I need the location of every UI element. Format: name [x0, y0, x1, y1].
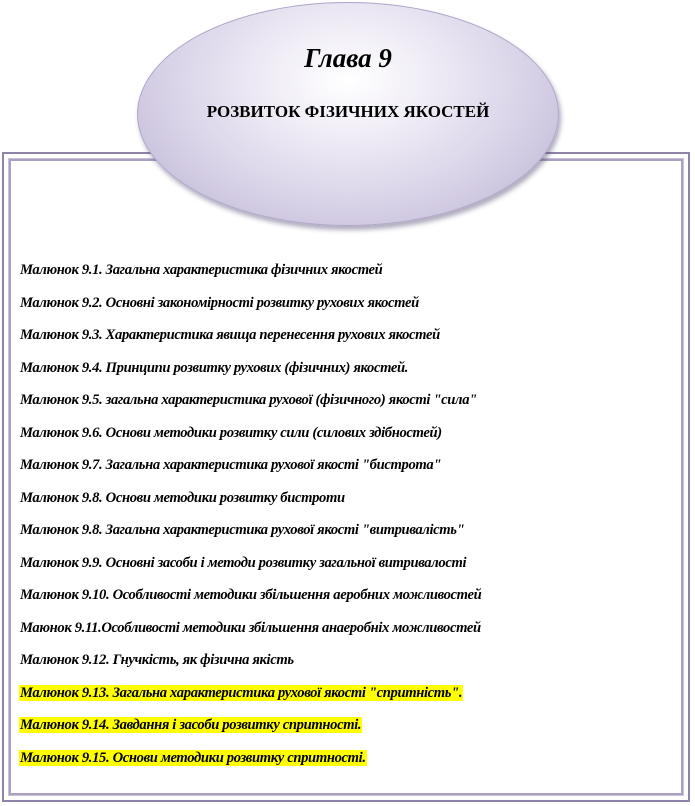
figure-list-item: [19, 259, 482, 292]
figure-list-item-text: Малюнок 9.3. Характеристика явища перенесення рухових якостей: [20, 327, 440, 343]
figure-list-item: [19, 519, 482, 552]
figure-list-item-text: Малюнок 9.5. загальна характеристика рухової (фізичного) якості "сила": [20, 392, 477, 408]
chapter-title: Глава 9: [304, 43, 392, 73]
figure-list-item: [19, 682, 482, 715]
figure-list-item-text: Малюнок 9.1. Загальна характеристика фізичних якостей: [20, 262, 383, 278]
figure-list-item: [19, 292, 482, 325]
figure-list-item-text: Малюнок 9.8. Основи методики розвитку бистроти: [20, 489, 345, 506]
figure-list-item: [19, 422, 482, 455]
figure-list-item: [19, 584, 482, 617]
figure-list-item: [19, 454, 482, 487]
chapter-header-oval: [137, 2, 559, 226]
figure-list-item-text: Малюнок 9.4. Принципи розвитку рухових (фізичних) якостей.: [20, 359, 409, 376]
figure-list-item-text: Малюнок 9.13. Загальна характеристика рухової якості "спритність".: [20, 684, 463, 701]
chapter-subtitle: РОЗВИТОК ФІЗИЧНИХ ЯКОСТЕЙ: [206, 102, 490, 121]
figure-list: [19, 259, 482, 779]
figure-list-item-text: Малюнок 9.14. Завдання і засоби розвитку спритності.: [20, 717, 362, 733]
figure-list-item: [19, 552, 482, 585]
figure-list-item: [19, 324, 482, 357]
figure-list-item-text: Малюнок 9.10. Особливості методики збільшення аеробних можливостей: [20, 587, 482, 603]
figure-list-item: [19, 747, 482, 780]
figure-list-item: [19, 389, 482, 422]
figure-list-item: [19, 649, 482, 682]
figure-list-item-text: Малюнок 9.6. Основи методики розвитку сили (силових здібностей): [20, 424, 442, 441]
figure-list-item-text: Малюнок 9.12. Гнучкість, як фізична якість: [20, 652, 294, 668]
figure-list-item: [19, 714, 482, 747]
figure-list-item: [19, 357, 482, 390]
figure-list-item-text: Малюнок 9.9. Основні засоби і методи розвитку загальної витривалості: [20, 554, 467, 571]
figure-list-item-text: Малюнок 9.8. Загальна характеристика рухової якості "витривалість": [20, 522, 465, 538]
figure-list-item-text: Малюнок 9.7. Загальна характеристика рухової якості "бистрота": [20, 457, 442, 473]
figure-list-item-text: Маюнок 9.11.Особливості методики збільшення анаеробніх можливостей: [20, 619, 481, 636]
figure-list-item: [19, 617, 482, 650]
figure-list-item-text: Малюнок 9.2. Основні закономірності розвитку рухових якостей: [20, 294, 419, 311]
figure-list-item-text: Малюнок 9.15. Основи методики розвитку спритності.: [20, 749, 366, 766]
figure-list-item: [19, 487, 482, 520]
